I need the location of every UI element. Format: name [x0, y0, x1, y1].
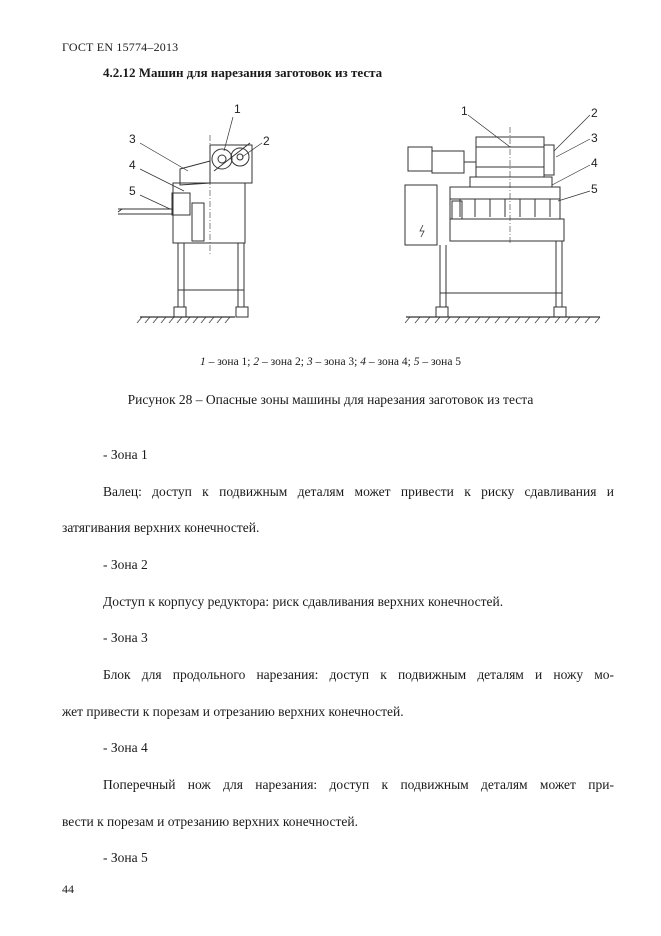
left-callout-2: 2: [263, 134, 270, 148]
zone-4-heading: - Зона 4: [103, 740, 148, 755]
zone-1-heading: - Зона 1: [103, 447, 148, 462]
machine-figure: [110, 95, 610, 330]
left-callout-3: 3: [129, 132, 136, 146]
legend-text: – зона 5: [419, 356, 462, 368]
zone-1-text-line-2: затягивания верхних конечностей.: [62, 520, 260, 535]
page-number: 44: [62, 882, 74, 896]
figure-legend: [0, 356, 661, 368]
zone-5-heading: - Зона 5: [103, 850, 148, 865]
legend-num: 2: [253, 356, 260, 368]
right-callout-5: 5: [591, 182, 598, 196]
standard-header: ГОСТ EN 15774–2013: [62, 40, 179, 54]
left-callout-1: 1: [234, 102, 241, 116]
left-callout-5: 5: [129, 184, 136, 198]
right-callout-1: 1: [461, 104, 468, 118]
zone-1-text-line-1: Валец: доступ к подвижным деталям может привести к риску сдавливания и: [103, 484, 614, 499]
zone-2-text-line-1: Доступ к корпусу редуктора: риск сдавливания верхних конечностей.: [103, 594, 504, 609]
right-callout-4: 4: [591, 156, 598, 170]
legend-text: – зона 1;: [205, 356, 254, 368]
legend-num: 3: [306, 356, 313, 368]
zone-3-text-line-2: жет привести к порезам и отрезанию верхних конечностей.: [62, 704, 404, 719]
legend-text: – зона 3;: [312, 356, 361, 368]
zone-3-heading: - Зона 3: [103, 630, 148, 645]
right-callout-3: 3: [591, 131, 598, 145]
right-callout-lines: [468, 115, 590, 201]
figure-caption: Рисунок 28 – Опасные зоны машины для нарезания заготовок из теста: [127, 392, 534, 407]
machine-front-view: [405, 127, 600, 323]
section-title: 4.2.12 Машин для нарезания заготовок из теста: [103, 65, 383, 80]
legend-text: – зона 2;: [259, 356, 307, 368]
right-callout-2: 2: [591, 106, 598, 120]
zone-3-text-line-1: Блок для продольного нарезания: доступ к подвижным деталям и ножу мо-: [103, 667, 614, 682]
machine-side-view: [118, 135, 252, 323]
zone-4-text-line-1: Поперечный нож для нарезания: доступ к подвижным деталям может при-: [103, 777, 614, 792]
legend-num: 5: [413, 356, 420, 368]
zone-4-text-line-2: вести к порезам и отрезанию верхних конечностей.: [62, 814, 358, 829]
legend-num: 4: [360, 356, 366, 368]
zone-2-heading: - Зона 2: [103, 557, 148, 572]
legend-text: – зона 4;: [366, 356, 414, 368]
legend-num: 1: [199, 356, 206, 368]
left-callout-4: 4: [129, 158, 136, 172]
